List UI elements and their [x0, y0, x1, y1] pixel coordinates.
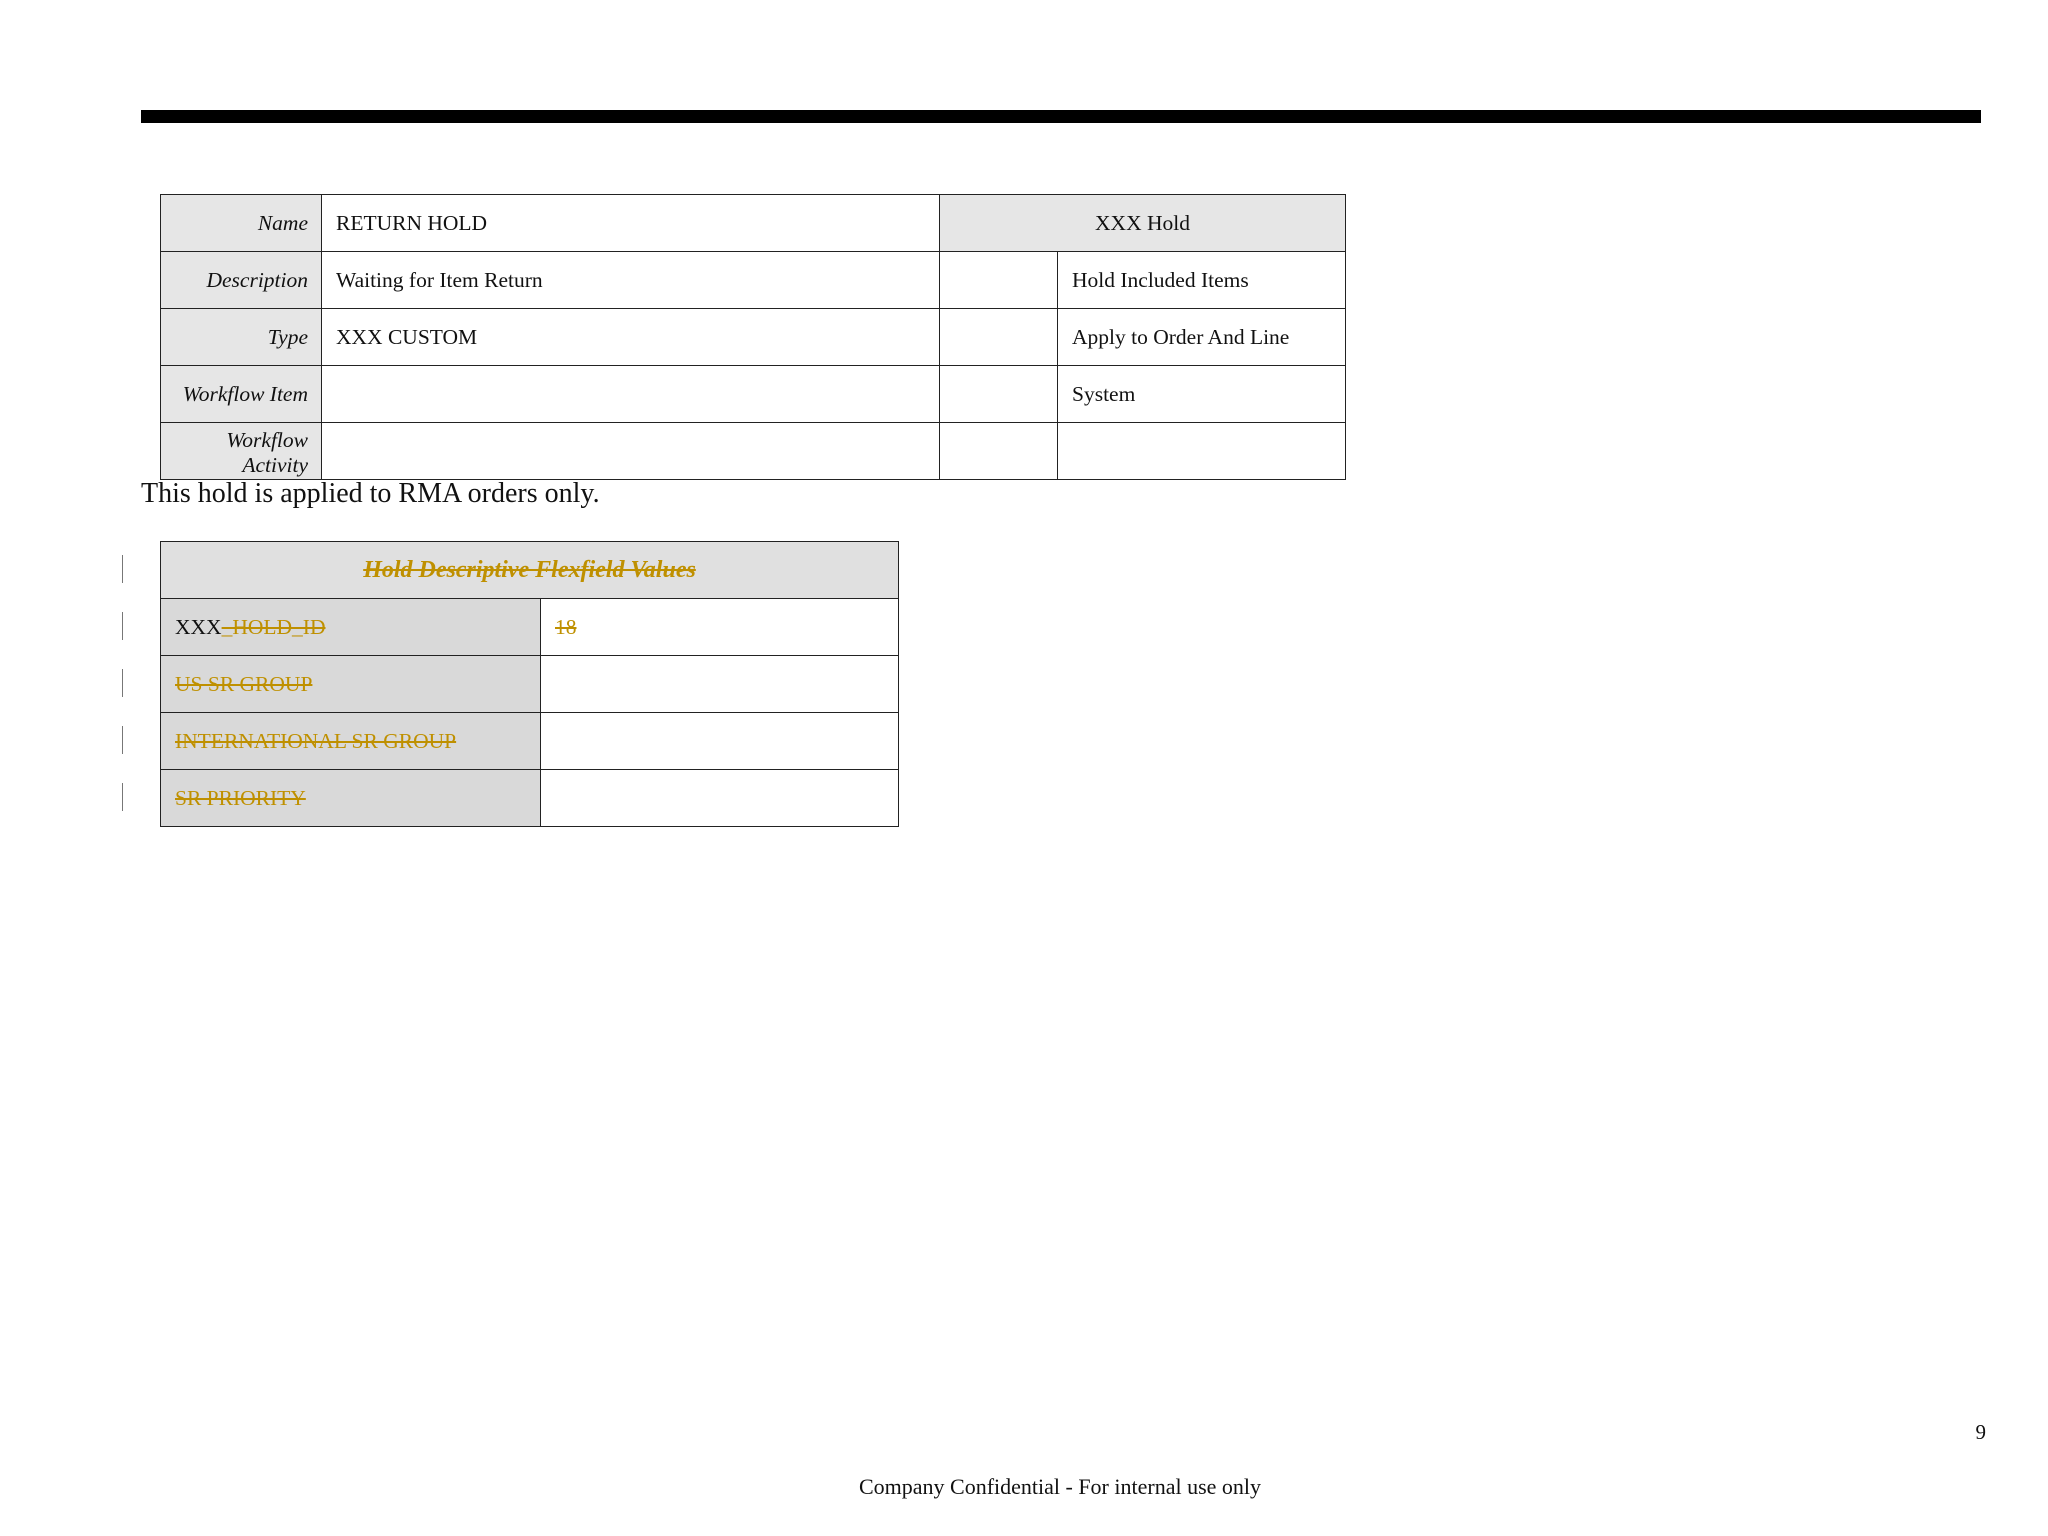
footer-text: Company Confidential - For internal use only [858, 1474, 1262, 1499]
workflow-activity-label [161, 423, 322, 480]
table-row [161, 599, 899, 656]
empty-cell [940, 252, 1058, 309]
flexfield-title [161, 542, 899, 599]
description-label: Description [161, 252, 322, 309]
flexfield-key-deleted: SR PRIORITY [175, 785, 306, 810]
table-row [161, 195, 1346, 252]
header-rule [141, 110, 1981, 123]
workflow-item-label: Workflow Item [161, 366, 322, 423]
system-value: System [1058, 366, 1346, 423]
flexfield-key [161, 713, 541, 770]
page-number: 9 [1975, 1420, 1986, 1444]
table-row [161, 252, 1346, 309]
name-label: Name [161, 195, 322, 252]
name-value: RETURN HOLD [322, 195, 940, 252]
change-bar [122, 783, 123, 811]
change-bar [122, 726, 123, 754]
apply-to-value: Apply to Order And Line [1058, 309, 1346, 366]
empty-cell [940, 366, 1058, 423]
flexfield-key [161, 770, 541, 827]
flexfield-table [160, 541, 899, 827]
flexfield-key [161, 656, 541, 713]
flexfield-key [161, 599, 541, 656]
empty-cell [1058, 423, 1346, 480]
workflow-activity-label-line1: Workflow [226, 428, 308, 452]
hold-note: This hold is applied to RMA orders only. [141, 478, 600, 509]
flexfield-key-deleted: INTERNATIONAL SR GROUP [175, 728, 457, 753]
flexfield-value-deleted: 18 [555, 614, 577, 639]
flexfield-value [541, 656, 899, 713]
table-row [161, 770, 899, 827]
workflow-activity-value [322, 423, 940, 480]
change-bar [122, 612, 123, 640]
table-row [161, 713, 899, 770]
hold-type-header: XXX Hold [940, 195, 1346, 252]
change-bar [122, 555, 123, 583]
flexfield-key-deleted: _HOLD_ID [221, 614, 326, 639]
flexfield-key-kept: XXX [175, 614, 222, 639]
table-row [161, 309, 1346, 366]
workflow-item-value [322, 366, 940, 423]
flexfield-value [541, 770, 899, 827]
table-row [161, 542, 899, 599]
flexfield-value [541, 599, 899, 656]
flexfield-value [541, 713, 899, 770]
hold-included-items: Hold Included Items [1058, 252, 1346, 309]
change-bar [122, 669, 123, 697]
workflow-activity-label-line2: Activity [242, 453, 308, 477]
description-value: Waiting for Item Return [322, 252, 940, 309]
flexfield-key-deleted: US SR GROUP [175, 671, 313, 696]
type-value: XXX CUSTOM [322, 309, 940, 366]
hold-definition-table [160, 194, 1346, 480]
empty-cell [940, 309, 1058, 366]
table-row [161, 656, 899, 713]
flexfield-title-text: Hold Descriptive Flexfield Values [363, 556, 696, 583]
type-label: Type [161, 309, 322, 366]
table-row [161, 366, 1346, 423]
table-row [161, 423, 1346, 480]
empty-cell [940, 423, 1058, 480]
